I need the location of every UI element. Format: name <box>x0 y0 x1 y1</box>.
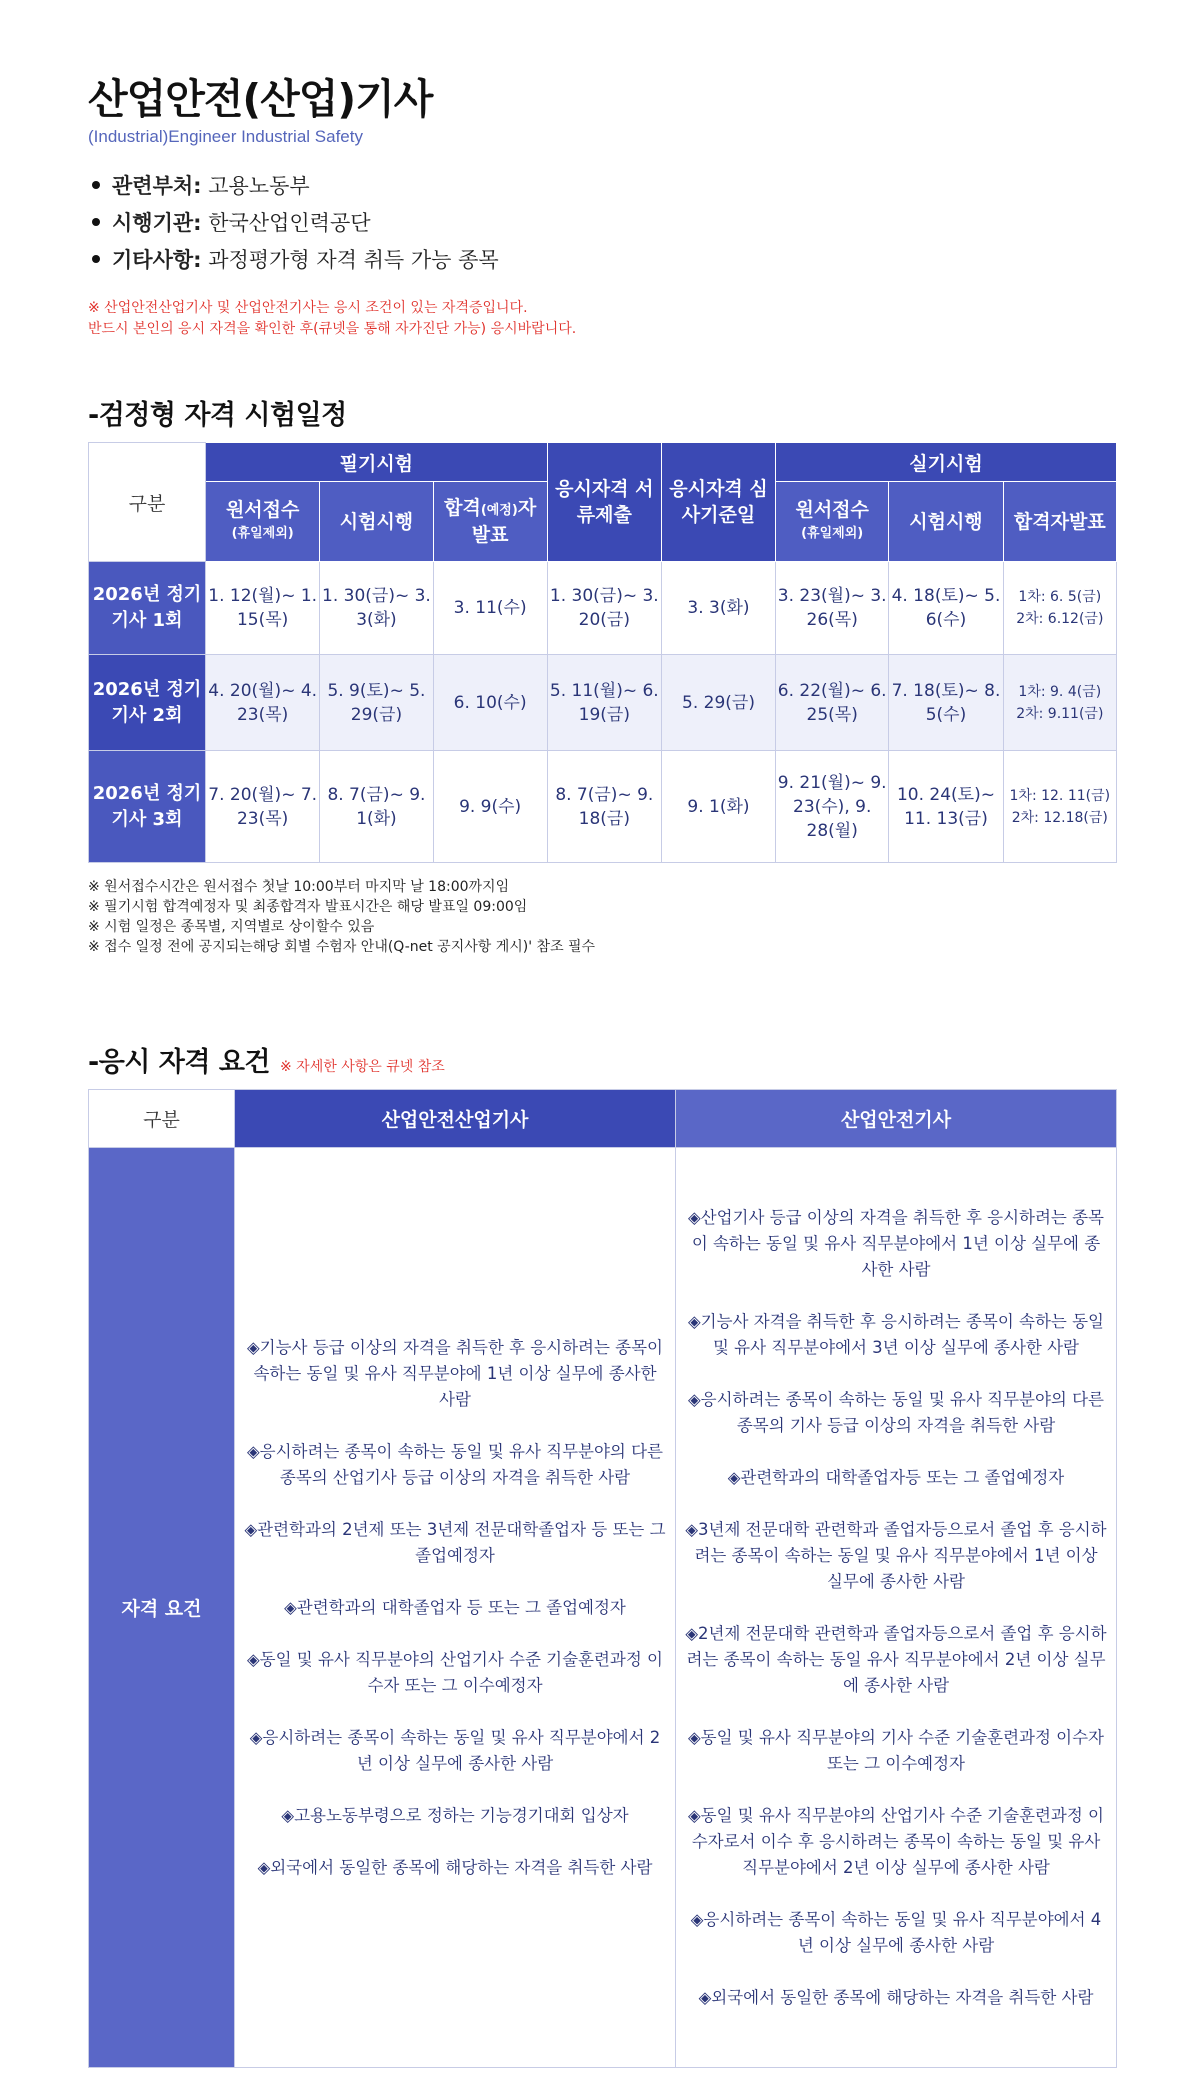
requirement-item: ◈고용노동부령으로 정하는 기능경기대회 입상자 <box>281 1805 629 1825</box>
requirement-item: ◈관련학과의 2년제 또는 3년제 전문대학졸업자 등 또는 그 졸업예정자 <box>244 1519 666 1565</box>
header-industrial-engineer: 산업안전산업기사 <box>235 1090 676 1148</box>
notice-line: ※ 산업안전산업기사 및 산업안전기사는 응시 조건이 있는 자격증입니다. <box>88 300 528 316</box>
requirement-item: ◈동일 및 유사 직무분야의 산업기사 수준 기술훈련과정 이수자로서 이수 후 응시하려는 종목이 속하는 동일 및 유사 직무분야에서 2년 이상 실무에 종사한 사람 <box>687 1805 1104 1877</box>
requirement-item: ◈3년제 전문대학 관련학과 졸업자등으로서 졸업 후 응시하려는 종목이 속하는 동일 및 유사 직무분야에서 1년 이상 실무에 종사한 사람 <box>685 1519 1107 1591</box>
header-written-apply <box>206 482 320 562</box>
row-label: 2026년 정기 기사 2회 <box>89 655 206 751</box>
header-practical-pass: 합격자발표 <box>1003 482 1116 562</box>
info-label: 관련부처: <box>112 174 202 198</box>
info-item-etc <box>92 242 499 279</box>
row-label: 자격 요건 <box>89 1148 235 2068</box>
cell-written-apply: 7. 20(월)~ 7. 23(목) <box>206 751 320 863</box>
bullet-icon <box>92 218 100 226</box>
info-item-ministry <box>92 168 499 205</box>
requirement-item: ◈외국에서 동일한 종목에 해당하는 자격을 취득한 사람 <box>257 1857 653 1877</box>
header-subtext: (예정) <box>480 503 518 518</box>
requirement-item: ◈동일 및 유사 직무분야의 산업기사 수준 기술훈련과정 이수자 또는 그 이수예정자 <box>246 1649 663 1695</box>
header-text: 원서접수 <box>795 498 869 521</box>
schedule-table <box>88 442 1117 863</box>
cell-written-pass: 9. 9(수) <box>433 751 547 863</box>
header-subtext: (휴일제외) <box>231 525 294 541</box>
cell-written-pass: 6. 10(수) <box>433 655 547 751</box>
cell-review: 3. 3(화) <box>661 562 775 655</box>
pass-second: 2차: 12.18(금) <box>1011 809 1108 826</box>
info-label: 기타사항: <box>112 248 202 272</box>
header-text: 원서접수 <box>225 498 300 521</box>
heading-note: ※ 자세한 사항은 큐넷 참조 <box>280 1059 445 1075</box>
qualification-heading <box>88 1040 445 1079</box>
requirement-item: ◈산업기사 등급 이상의 자격을 취득한 후 응시하려는 종목이 속하는 동일 및 유사 직무분야에서 1년 이상 실무에 종사한 사람 <box>687 1207 1104 1279</box>
schedule-heading: -검정형 자격 시험일정 <box>88 400 347 431</box>
requirement-item: ◈2년제 전문대학 관련학과 졸업자등으로서 졸업 후 응시하려는 종목이 속하는 동일 유사 직무분야에서 2년 이상 실무에 종사한 사람 <box>685 1623 1107 1695</box>
info-value: 과정평가형 자격 취득 가능 종목 <box>201 248 499 272</box>
pass-second: 2차: 6.12(금) <box>1016 611 1104 627</box>
note-line: ※ 필기시험 합격예정자 및 최종합격자 발표시간은 해당 발표일 09:00임 <box>88 899 528 915</box>
cell-written-exam: 1. 30(금)~ 3. 3(화) <box>320 562 433 655</box>
engineer-requirements <box>676 1148 1117 2068</box>
header-practical-exam: 시험시행 <box>889 482 1003 562</box>
cell-written-apply: 4. 20(월)~ 4. 23(목) <box>206 655 320 751</box>
table-row <box>89 655 1117 751</box>
header-engineer: 산업안전기사 <box>676 1090 1117 1148</box>
table-row <box>89 562 1117 655</box>
requirement-item: ◈관련학과의 대학졸업자 등 또는 그 졸업예정자 <box>284 1597 626 1617</box>
header-text: 합격 <box>444 497 481 519</box>
requirement-item: ◈관련학과의 대학졸업자등 또는 그 졸업예정자 <box>727 1467 1065 1487</box>
requirement-item: ◈동일 및 유사 직무분야의 기사 수준 기술훈련과정 이수자 또는 그 이수예정자 <box>687 1727 1104 1773</box>
header-written-pass <box>433 482 547 562</box>
cell-docs: 5. 11(월)~ 6. 19(금) <box>547 655 661 751</box>
cell-docs: 8. 7(금)~ 9. 18(금) <box>547 751 661 863</box>
bullet-icon <box>92 255 100 263</box>
info-label: 시행기관: <box>112 211 202 235</box>
requirement-item: ◈응시하려는 종목이 속하는 동일 및 유사 직무분야의 다른 종목의 산업기사 등급 이상의 자격을 취득한 사람 <box>246 1441 663 1487</box>
page-subtitle: (Industrial)Engineer Industrial Safety <box>88 127 363 146</box>
row-label: 2026년 정기 기사 3회 <box>89 751 206 863</box>
info-value: 고용노동부 <box>201 174 310 198</box>
bullet-icon <box>92 181 100 189</box>
pass-second: 2차: 9.11(금) <box>1016 705 1104 722</box>
cell-practical-pass <box>1003 751 1116 863</box>
header-written-exam: 시험시행 <box>320 482 433 562</box>
header-subtext: (휴일제외) <box>801 525 864 541</box>
qualification-table <box>88 1089 1117 2068</box>
note-line: ※ 시험 일정은 종목별, 지역별로 상이할수 있음 <box>88 919 375 935</box>
header-practical-apply <box>776 482 889 562</box>
requirement-item: ◈응시하려는 종목이 속하는 동일 및 유사 직무분야의 다른 종목의 기사 등급 이상의 자격을 취득한 사람 <box>687 1389 1104 1435</box>
header-text: 자 발표 <box>471 497 537 546</box>
cell-written-pass: 3. 11(수) <box>433 562 547 655</box>
row-label: 2026년 정기 기사 1회 <box>89 562 206 655</box>
note-line: ※ 접수 일정 전에 공지되는해당 회별 수험자 안내(Q-net 공지사항 게시)' 참조 필수 <box>88 939 596 955</box>
notice-line: 반드시 본인의 응시 자격을 확인한 후(큐넷을 통해 자가진단 가능) 응시바랍니다. <box>88 321 577 337</box>
table-header-row <box>89 1090 1117 1148</box>
cell-docs: 1. 30(금)~ 3. 20(금) <box>547 562 661 655</box>
cell-review: 5. 29(금) <box>661 655 775 751</box>
info-value: 한국산업인력공단 <box>201 211 371 235</box>
pass-first: 1차: 6. 5(금) <box>1018 589 1102 605</box>
requirement-item: ◈응시하려는 종목이 속하는 동일 및 유사 직무분야에서 2년 이상 실무에 종사한 사람 <box>249 1727 661 1773</box>
cell-practical-pass <box>1003 562 1116 655</box>
info-list <box>92 168 499 279</box>
cell-practical-exam: 4. 18(토)~ 5. 6(수) <box>889 562 1003 655</box>
eligibility-notice <box>88 298 576 340</box>
pass-first: 1차: 12. 11(금) <box>1009 787 1111 804</box>
info-item-agency <box>92 205 499 242</box>
pass-first: 1차: 9. 4(금) <box>1018 683 1102 700</box>
cell-written-apply: 1. 12(월)~ 1. 15(목) <box>206 562 320 655</box>
table-row <box>89 751 1117 863</box>
cell-practical-apply: 3. 23(월)~ 3. 26(목) <box>776 562 889 655</box>
table-header-row <box>89 443 1117 482</box>
header-docs: 응시자격 서류제출 <box>547 443 661 562</box>
header-written: 필기시험 <box>206 443 548 482</box>
cell-practical-pass <box>1003 655 1116 751</box>
header-gubun: 구분 <box>89 443 206 562</box>
cell-written-exam: 8. 7(금)~ 9. 1(화) <box>320 751 433 863</box>
note-line: ※ 원서접수시간은 원서접수 첫날 10:00부터 마지막 날 18:00까지임 <box>88 879 510 895</box>
heading-text: -응시 자격 요건 <box>88 1047 270 1078</box>
page-title: 산업안전(산업)기사 <box>88 75 433 123</box>
schedule-notes <box>88 877 595 957</box>
requirement-item: ◈응시하려는 종목이 속하는 동일 및 유사 직무분야에서 4년 이상 실무에 종사한 사람 <box>690 1909 1102 1955</box>
table-row <box>89 1148 1117 2068</box>
cell-practical-apply: 6. 22(월)~ 6. 25(목) <box>776 655 889 751</box>
header-gubun: 구분 <box>89 1090 235 1148</box>
cell-review: 9. 1(화) <box>661 751 775 863</box>
cell-practical-exam: 10. 24(토)~ 11. 13(금) <box>889 751 1003 863</box>
requirement-item: ◈기능사 등급 이상의 자격을 취득한 후 응시하려는 종목이 속하는 동일 및 유사 직무분야에 1년 이상 실무에 종사한 사람 <box>246 1337 663 1409</box>
cell-practical-exam: 7. 18(토)~ 8. 5(수) <box>889 655 1003 751</box>
cell-practical-apply: 9. 21(월)~ 9. 23(수), 9. 28(월) <box>776 751 889 863</box>
industrial-engineer-requirements <box>235 1148 676 2068</box>
header-review: 응시자격 심사기준일 <box>661 443 775 562</box>
cell-written-exam: 5. 9(토)~ 5. 29(금) <box>320 655 433 751</box>
requirement-item: ◈기능사 자격을 취득한 후 응시하려는 종목이 속하는 동일 및 유사 직무분야에서 3년 이상 실무에 종사한 사람 <box>687 1311 1104 1357</box>
header-practical: 실기시험 <box>776 443 1117 482</box>
requirement-item: ◈외국에서 동일한 종목에 해당하는 자격을 취득한 사람 <box>698 1987 1094 2007</box>
